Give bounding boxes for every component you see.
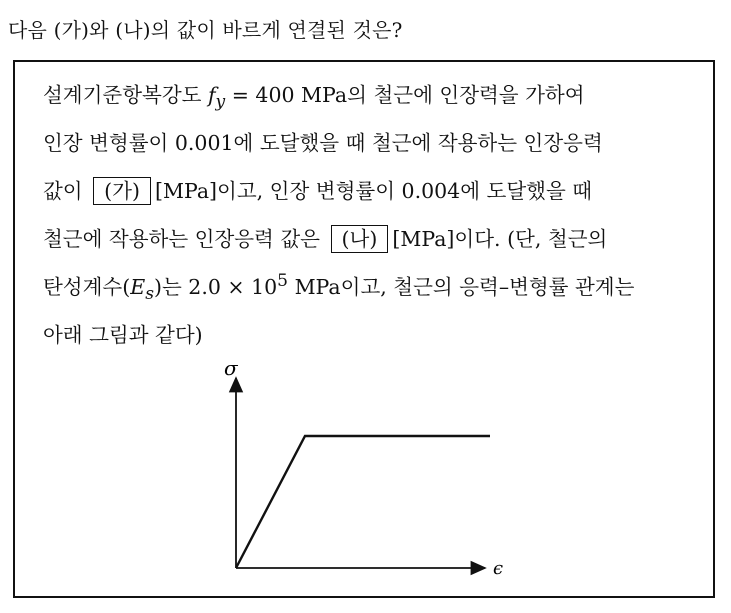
blank-a-box: (가) (93, 177, 151, 205)
problem-box (13, 60, 715, 598)
line1-pre: 설계기준항복강도 (43, 83, 208, 107)
line5-post: MPa이고, 철근의 응력–변형률 관계는 (288, 275, 635, 299)
line5-mid: )는 2.0 × 10 (153, 275, 278, 299)
fy-f: f (207, 83, 216, 107)
line5-pre: 탄성계수( (43, 275, 131, 299)
es-sub: s (145, 284, 154, 305)
blank-b-box: (나) (331, 225, 389, 253)
line4-pre: 철근에 작용하는 인장응력 값은 (43, 227, 320, 251)
line4-post: [MPa]이다. (단, 철근의 (392, 227, 608, 251)
problem-line-6: 아래 그림과 같다) (43, 323, 203, 347)
line5-exp: 5 (277, 271, 289, 292)
x-axis-label: ϵ (493, 558, 504, 579)
line3-pre: 값이 (43, 179, 83, 203)
y-axis-label: σ (224, 356, 238, 380)
line1-post: 의 철근에 인장력을 가하여 (347, 83, 585, 107)
problem-line-2: 인장 변형률이 0.001에 도달했을 때 철근에 작용하는 인장응력 (43, 131, 603, 155)
stress-strain-curve (236, 436, 490, 568)
es-e: E (130, 275, 146, 299)
line3-post: [MPa]이고, 인장 변형률이 0.004에 도달했을 때 (154, 179, 593, 203)
fy-sub: y (215, 92, 226, 113)
stress-strain-graph (15, 62, 715, 598)
fy-eq: = 400 MPa (225, 83, 348, 107)
question-text: 다음 (가)와 (나)의 값이 바르게 연결된 것은? (8, 18, 403, 42)
